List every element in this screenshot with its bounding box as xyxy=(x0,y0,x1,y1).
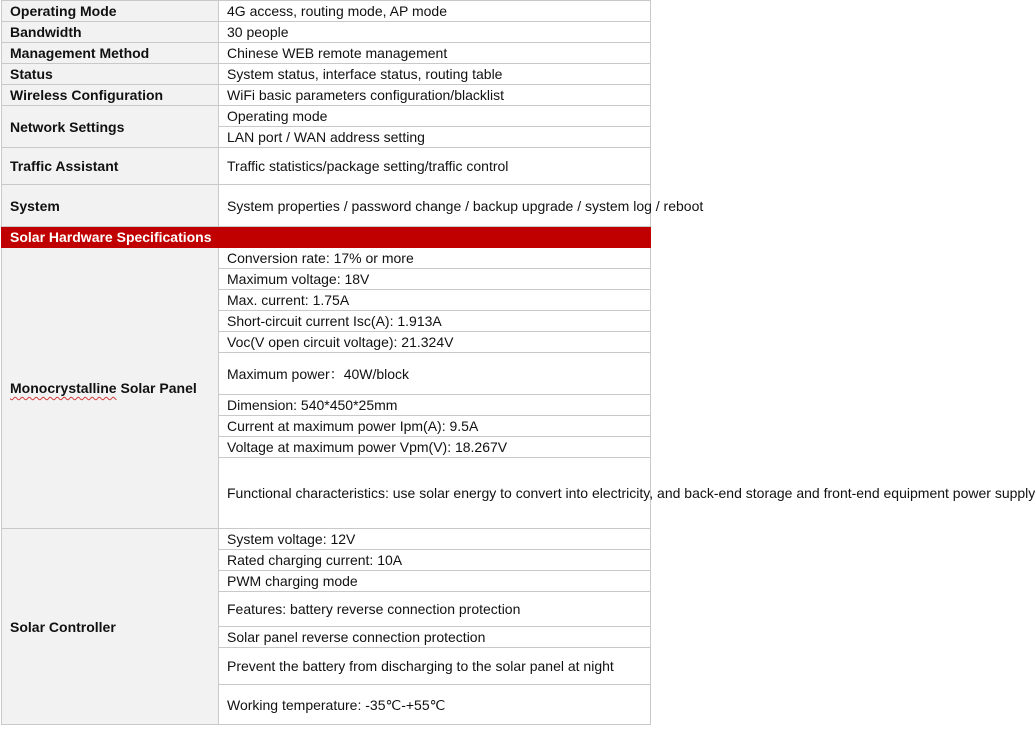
spec-label: Wireless Configuration xyxy=(2,85,219,106)
spec-value: Rated charging current: 10A xyxy=(219,550,651,571)
spec-table xyxy=(1,0,1035,725)
spec-value: 4G access, routing mode, AP mode xyxy=(219,1,651,22)
spec-value: LAN port / WAN address setting xyxy=(219,127,651,148)
spec-label: Bandwidth xyxy=(2,22,219,43)
table-row xyxy=(2,248,651,269)
solar-panel-label-word: Monocrystalline xyxy=(10,380,117,396)
spec-value: Prevent the battery from discharging to the solar panel at night xyxy=(219,648,651,685)
table-row xyxy=(2,64,651,85)
spec-value: Functional characteristics: use solar energy to convert into electricity, and back-end storage and front-end equipment power supply xyxy=(219,458,651,529)
spec-value: Maximum voltage: 18V xyxy=(219,269,651,290)
spec-label: System xyxy=(2,185,219,227)
solar-panel-label-rest: Solar Panel xyxy=(120,380,197,396)
spec-label: Management Method xyxy=(2,43,219,64)
spec-value: Solar panel reverse connection protection xyxy=(219,627,651,648)
spec-label: Traffic Assistant xyxy=(2,148,219,185)
spec-value: Traffic statistics/package setting/traffic control xyxy=(219,148,651,185)
spec-value: Dimension: 540*450*25mm xyxy=(219,395,651,416)
spec-value: Operating mode xyxy=(219,106,651,127)
solar-controller-label: Solar Controller xyxy=(2,529,219,725)
spec-value: Working temperature: -35℃-+55℃ xyxy=(219,685,651,725)
spec-value: 30 people xyxy=(219,22,651,43)
spec-value: Features: battery reverse connection protection xyxy=(219,592,651,627)
spec-label: Network Settings xyxy=(2,106,219,148)
spec-value: System status, interface status, routing table xyxy=(219,64,651,85)
table-row xyxy=(2,185,651,227)
spec-value: Max. current: 1.75A xyxy=(219,290,651,311)
section-header: Solar Hardware Specifications xyxy=(2,227,651,248)
spec-value: Voc(V open circuit voltage): 21.324V xyxy=(219,332,651,353)
spec-value: Current at maximum power Ipm(A): 9.5A xyxy=(219,416,651,437)
section-header-row xyxy=(2,227,651,248)
spec-value: Voltage at maximum power Vpm(V): 18.267V xyxy=(219,437,651,458)
table-row xyxy=(2,85,651,106)
solar-panel-label xyxy=(2,248,219,529)
table-row xyxy=(2,148,651,185)
table-row xyxy=(2,529,651,550)
table-row xyxy=(2,1,651,22)
spec-label: Status xyxy=(2,64,219,85)
spec-value: PWM charging mode xyxy=(219,571,651,592)
table-row xyxy=(2,106,651,127)
table-row xyxy=(2,22,651,43)
spec-value: Short-circuit current Isc(A): 1.913A xyxy=(219,311,651,332)
spec-value: Maximum power：40W/block xyxy=(219,353,651,395)
spec-value: System voltage: 12V xyxy=(219,529,651,550)
spec-label: Operating Mode xyxy=(2,1,219,22)
spec-value: Conversion rate: 17% or more xyxy=(219,248,651,269)
table-row xyxy=(2,43,651,64)
spec-value: Chinese WEB remote management xyxy=(219,43,651,64)
spec-value: WiFi basic parameters configuration/blacklist xyxy=(219,85,651,106)
spec-value: System properties / password change / backup upgrade / system log / reboot xyxy=(219,185,651,227)
